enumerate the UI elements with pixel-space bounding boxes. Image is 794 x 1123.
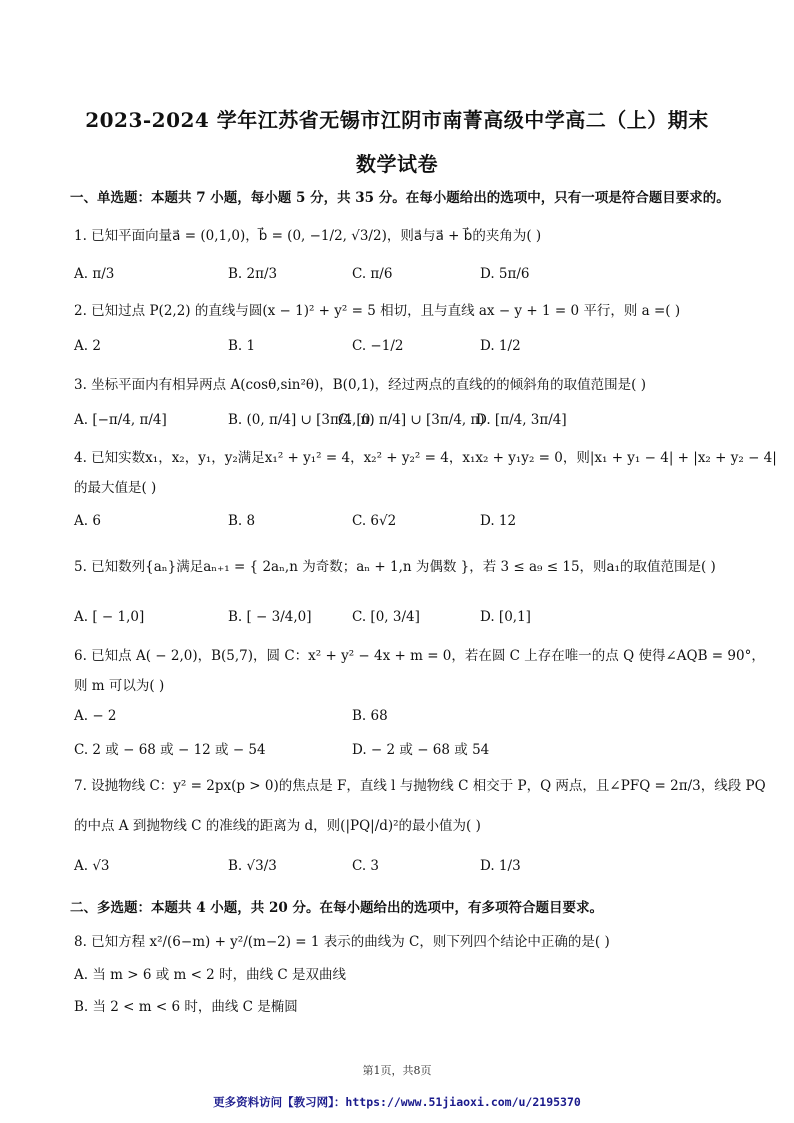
question-3-stem: 3. 坐标平面内有相异两点 A(cosθ,sin²θ)，B(0,1)，经过两点的直线的的倾斜角的取值范围是( ) (74, 377, 647, 393)
option-d: D. 1/2 (480, 338, 521, 354)
option-c: C. [0, π/4] ∪ [3π/4, π) (338, 412, 485, 428)
option-a: A. [−π/4, π/4] (74, 412, 167, 428)
option-a: A. 6 (74, 513, 101, 529)
option-b: B. √3/3 (228, 858, 277, 874)
resource-banner-link[interactable]: 更多资料访问【教习网】：https://www.51jiaoxi.com/u/2195370 (213, 1095, 581, 1109)
option-d: D. 12 (480, 513, 517, 529)
option-a: A. 2 (74, 338, 101, 354)
section-single-choice: 一、单选题：本题共 7 小题，每小题 5 分，共 35 分。在每小题给出的选项中，只有一项是符合题目要求的。 (70, 190, 730, 206)
question-6-stem-line2: 则 m 可以为( ) (74, 678, 165, 694)
question-6-options-row1 (74, 708, 754, 734)
question-8-option-b: B. 当 2 < m < 6 时，曲线 C 是椭圆 (74, 999, 298, 1015)
question-4-stem-line1: 4. 已知实数x₁，x₂，y₁，y₂满足x₁² + y₁² = 4，x₂² + y₂² = 4，x₁x₂ + y₁y₂ = 0，则|x₁ + y₁ − 4| + |x₂ + y₂ − 4| (74, 450, 777, 466)
question-5-options (74, 609, 754, 635)
option-a: A. − 2 (74, 708, 117, 724)
question-7-options (74, 858, 754, 884)
option-d: D. 5π/6 (480, 266, 530, 282)
option-d: D. − 2 或 − 68 或 54 (352, 742, 490, 758)
option-c: C. [0, 3/4] (352, 609, 420, 625)
option-b: B. 2π/3 (228, 266, 278, 282)
option-c: C. 2 或 − 68 或 − 12 或 − 54 (74, 742, 266, 758)
option-b: B. [ − 3/4,0] (228, 609, 312, 625)
option-b: B. (0, π/4] ∪ [3π/4, π) (228, 412, 375, 428)
option-d: D. [0,1] (480, 609, 531, 625)
option-a: A. √3 (74, 858, 110, 874)
question-2-options (74, 338, 754, 364)
option-a: A. [ − 1,0] (74, 609, 145, 625)
option-a: A. π/3 (74, 266, 115, 282)
question-2-stem: 2. 已知过点 P(2,2) 的直线与圆(x − 1)² + y² = 5 相切，且与直线 ax − y + 1 = 0 平行，则 a =( ) (74, 303, 681, 319)
page-number: 第1页，共8页 (362, 1064, 432, 1077)
question-7-stem-line2: 的中点 A 到抛物线 C 的准线的距离为 d，则(|PQ|/d)²的最小值为( ) (74, 818, 481, 834)
question-1-stem: 1. 已知平面向量a⃗ = (0,1,0)，b⃗ = (0, −1/2, √3/2)，则a⃗与a⃗ + b⃗的夹角为( ) (74, 228, 542, 244)
option-c: C. 6√2 (352, 513, 397, 529)
option-d: D. 1/3 (480, 858, 521, 874)
question-4-stem-line2: 的最大值是( ) (74, 480, 157, 496)
question-5-stem: 5. 已知数列{aₙ}满足aₙ₊₁ = { 2aₙ,n 为奇数；aₙ + 1,n 为偶数 }，若 3 ≤ a₉ ≤ 15，则a₁的取值范围是( ) (74, 559, 716, 575)
question-1-options (74, 266, 754, 292)
option-c: C. π/6 (352, 266, 393, 282)
option-d: D. [π/4, 3π/4] (476, 412, 567, 428)
option-b: B. 68 (352, 708, 388, 724)
question-6-stem-line1: 6. 已知点 A( − 2,0)，B(5,7)，圆 C：x² + y² − 4x + m = 0，若在圆 C 上存在唯一的点 Q 使得∠AQB = 90°， (74, 648, 765, 664)
section-multi-choice: 二、多选题：本题共 4 小题，共 20 分。在每小题给出的选项中，有多项符合题目要求。 (70, 900, 603, 916)
exam-title-line1: 2023-2024 学年江苏省无锡市江阴市南菁高级中学高二（上）期末 (85, 108, 709, 132)
question-8-stem: 8. 已知方程 x²/(6−m) + y²/(m−2) = 1 表示的曲线为 C，则下列四个结论中正确的是( ) (74, 934, 610, 950)
option-c: C. 3 (352, 858, 380, 874)
question-6-options-row2 (74, 738, 754, 764)
exam-title-line2: 数学试卷 (356, 152, 438, 176)
option-c: C. −1/2 (352, 338, 404, 354)
option-b: B. 1 (228, 338, 256, 354)
question-8-option-a: A. 当 m > 6 或 m < 2 时，曲线 C 是双曲线 (74, 967, 346, 983)
option-b: B. 8 (228, 513, 256, 529)
question-7-stem-line1: 7. 设抛物线 C：y² = 2px(p > 0)的焦点是 F，直线 l 与抛物线 C 相交于 P，Q 两点，且∠PFQ = 2π/3，线段 PQ (74, 778, 766, 794)
question-4-options (74, 513, 754, 539)
question-3-options (74, 412, 754, 438)
